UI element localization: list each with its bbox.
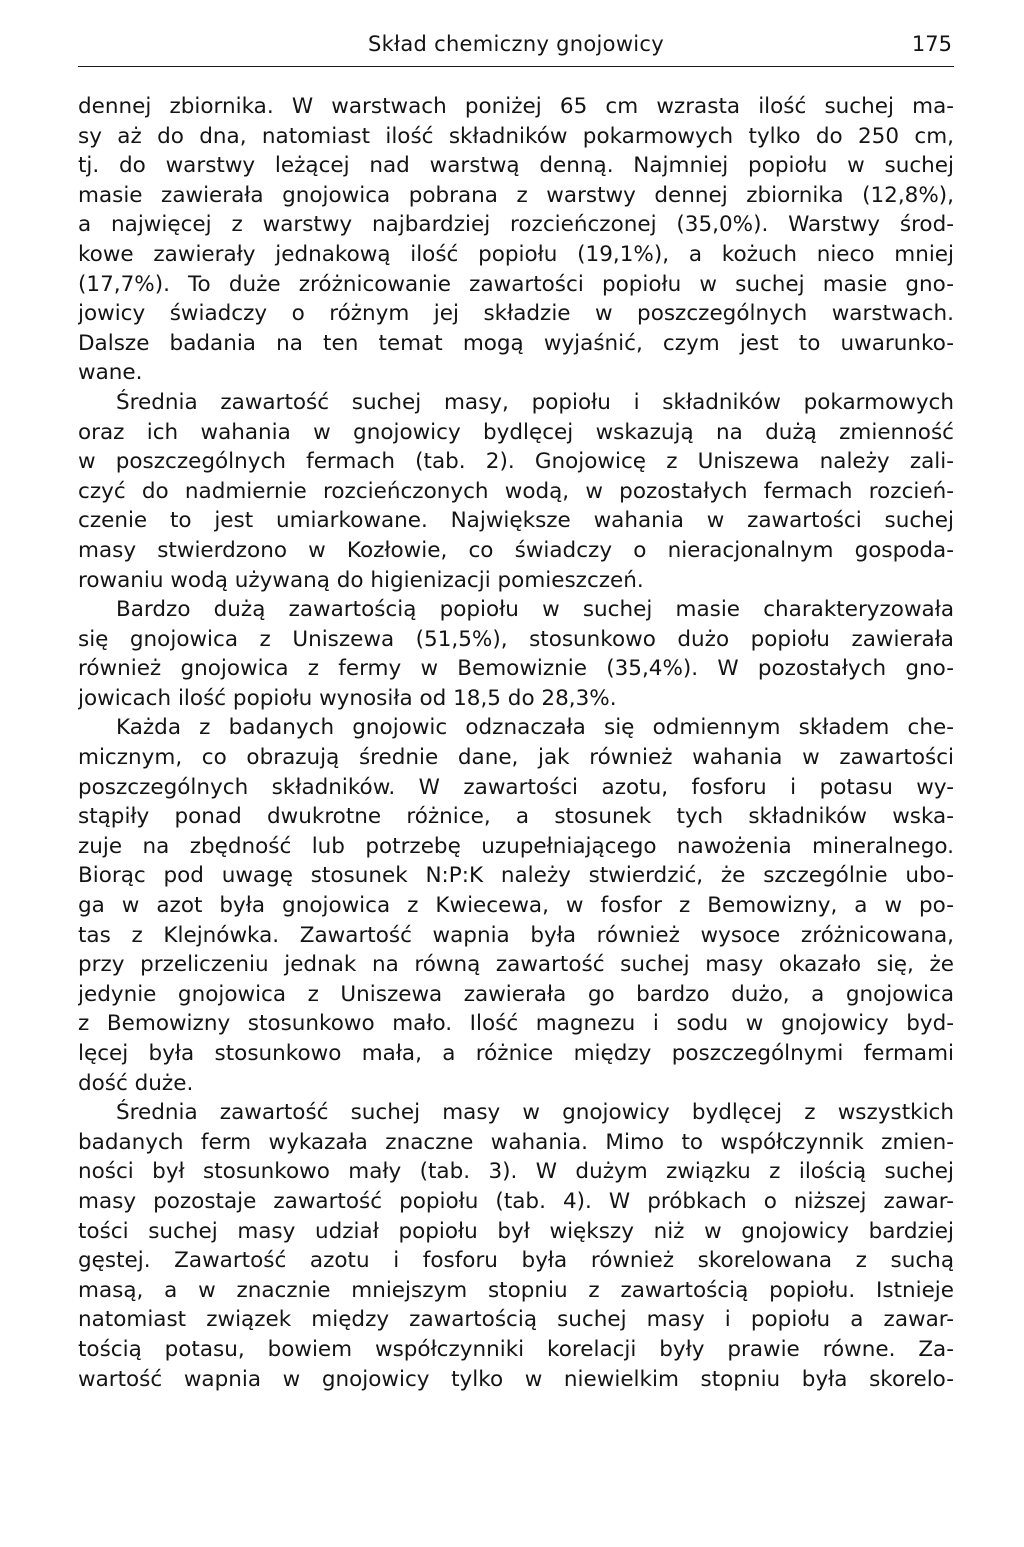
text-line: oraz ich wahania w gnojowicy bydlęcej wskazują na dużą zmienność bbox=[78, 419, 954, 445]
text-line: masy stwierdzono w Kozłowie, co świadczy o nieracjonalnym gospoda- bbox=[78, 537, 954, 563]
text-line: tości suchej masy udział popiołu był większy niż w gnojowicy bardziej bbox=[78, 1218, 954, 1244]
text-line: (17,7%). To duże zróżnicowanie zawartości popiołu w suchej masie gno- bbox=[78, 271, 954, 297]
body-text bbox=[78, 92, 954, 1394]
text-line: się gnojowica z Uniszewa (51,5%), stosunkowo dużo popiołu zawierała bbox=[78, 626, 954, 652]
text-line: sy aż do dna, natomiast ilość składników pokarmowych tylko do 250 cm, bbox=[78, 123, 954, 149]
text-line: poszczególnych składników. W zawartości azotu, fosforu i potasu wy- bbox=[78, 774, 954, 800]
text-line: kowe zawierały jednakową ilość popiołu (19,1%), a kożuch nieco mniej bbox=[78, 241, 954, 267]
paragraph bbox=[78, 713, 954, 1098]
text-line: ności był stosunkowo mały (tab. 3). W dużym związku z ilością suchej bbox=[78, 1159, 954, 1185]
text-line: masą, a w znacznie mniejszym stopniu z zawartością popiołu. Istnieje bbox=[78, 1277, 954, 1303]
text-line: lęcej była stosunkowo mała, a różnice między poszczególnymi fermami bbox=[78, 1041, 954, 1066]
text-line: Biorąc pod uwagę stosunek N:P:K należy stwierdzić, że szczególnie ubo- bbox=[78, 863, 954, 889]
text-line: jowicy świadczy o różnym jej składzie w poszczególnych warstwach. bbox=[78, 301, 954, 327]
text-line: Średnia zawartość suchej masy, popiołu i składników pokarmowych bbox=[116, 389, 954, 415]
text-line: masie zawierała gnojowica pobrana z warstwy dennej zbiornika (12,8%), bbox=[78, 182, 954, 208]
text-line: Każda z badanych gnojowic odznaczała się odmiennym składem che- bbox=[116, 715, 954, 741]
paragraph bbox=[78, 92, 954, 388]
text-line: tas z Klejnówka. Zawartość wapnia była również wysoce zróżnicowana, bbox=[78, 922, 954, 948]
text-line: zuje na zbędność lub potrzebę uzupełniającego nawożenia mineralnego. bbox=[78, 833, 954, 859]
text-line: rowaniu wodą używaną do higienizacji pomieszczeń. bbox=[78, 567, 644, 593]
running-header bbox=[78, 28, 954, 68]
text-line: wartość wapnia w gnojowicy tylko w niewielkim stopniu była skorelo- bbox=[78, 1366, 954, 1392]
text-line: Bardzo dużą zawartością popiołu w suchej masie charakteryzowała bbox=[116, 597, 954, 623]
text-line: dość duże. bbox=[78, 1070, 194, 1096]
text-line: badanych ferm wykazała znaczne wahania. Mimo to współczynnik zmien- bbox=[78, 1129, 954, 1155]
text-line: czyć do nadmiernie rozcieńczonych wodą, w pozostałych fermach rozcień- bbox=[78, 478, 954, 504]
text-line: gęstej. Zawartość azotu i fosforu była również skorelowana z suchą bbox=[78, 1248, 954, 1274]
paragraph bbox=[78, 595, 954, 713]
text-line: przy przeliczeniu jednak na równą zawartość suchej masy okazało się, że bbox=[78, 952, 954, 978]
paragraph bbox=[78, 1098, 954, 1394]
text-line: wane. bbox=[78, 360, 143, 386]
text-line: dennej zbiornika. W warstwach poniżej 65 cm wzrasta ilość suchej ma- bbox=[78, 94, 954, 119]
text-line: natomiast związek między zawartością suchej masy i popiołu a zawar- bbox=[78, 1307, 954, 1333]
text-line: a najwięcej z warstwy najbardziej rozcieńczonej (35,0%). Warstwy środ- bbox=[78, 212, 954, 238]
header-rule bbox=[78, 66, 954, 67]
text-line: micznym, co obrazują średnie dane, jak również wahania w zawartości bbox=[78, 745, 954, 771]
text-line: Średnia zawartość suchej masy w gnojowicy bydlęcej z wszystkich bbox=[116, 1100, 954, 1126]
running-title: Skład chemiczny gnojowicy bbox=[367, 32, 665, 56]
paragraph bbox=[78, 388, 954, 595]
text-line: stąpiły ponad dwukrotne różnice, a stosunek tych składników wska- bbox=[78, 804, 954, 830]
text-line: z Bemowizny stosunkowo mało. Ilość magnezu i sodu w gnojowicy byd- bbox=[78, 1011, 954, 1037]
text-line: czenie to jest umiarkowane. Największe wahania w zawartości suchej bbox=[78, 508, 954, 534]
text-line: w poszczególnych fermach (tab. 2). Gnojowicę z Uniszewa należy zali- bbox=[78, 449, 954, 475]
text-line: również gnojowica z fermy w Bemowiznie (35,4%). W pozostałych gno- bbox=[78, 656, 954, 682]
text-line: tością potasu, bowiem współczynniki korelacji były prawie równe. Za- bbox=[78, 1336, 954, 1362]
text-line: ga w azot była gnojowica z Kwiecewa, w fosfor z Bemowizny, a w po- bbox=[78, 893, 954, 919]
text-line: Dalsze badania na ten temat mogą wyjaśnić, czym jest to uwarunko- bbox=[78, 330, 954, 356]
page-number: 175 bbox=[911, 32, 952, 56]
text-line: tj. do warstwy leżącej nad warstwą denną. Najmniej popiołu w suchej bbox=[78, 153, 954, 179]
text-line: jedynie gnojowica z Uniszewa zawierała go bardzo dużo, a gnojowica bbox=[78, 981, 954, 1007]
text-line: masy pozostaje zawartość popiołu (tab. 4). W próbkach o niższej zawar- bbox=[78, 1188, 954, 1214]
text-line: jowicach ilość popiołu wynosiła od 18,5 do 28,3%. bbox=[78, 685, 617, 711]
